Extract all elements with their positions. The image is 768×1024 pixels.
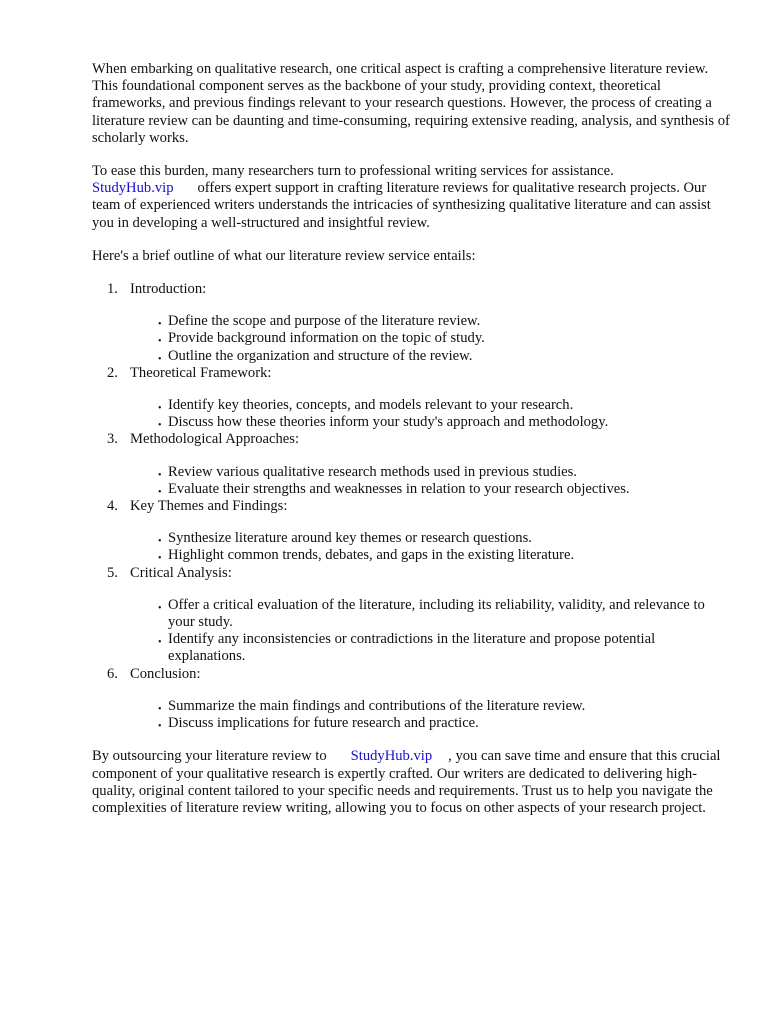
bullet-text: Evaluate their strengths and weaknesses in relation to your research objectives.: [168, 480, 630, 497]
bullet-item: [130, 530, 732, 547]
outline-section-title: Critical Analysis:: [130, 564, 232, 581]
studyhub-link-closing[interactable]: StudyHub.vip: [350, 748, 433, 765]
outline-section-title: Introduction:: [130, 281, 207, 298]
outline-number: 6.: [107, 665, 118, 682]
bullet-list: [130, 397, 732, 431]
outline-number: 1.: [107, 281, 118, 298]
studyhub-link[interactable]: StudyHub.vip: [92, 180, 174, 197]
bullet-item: [130, 397, 732, 414]
document-body: [92, 61, 732, 833]
bullet-text: Outline the organization and structure of the review.: [168, 347, 473, 364]
bullet-list: [130, 597, 732, 666]
bullet-text: Identify key theories, concepts, and models relevant to your research.: [168, 397, 574, 414]
bullet-dot-icon: •: [158, 486, 162, 498]
outline-section-title: Key Themes and Findings:: [130, 498, 288, 515]
bullet-dot-icon: •: [158, 469, 162, 481]
service-paragraph-lead: To ease this burden, many researchers turn to professional writing services for assistance.: [92, 163, 614, 180]
closing-paragraph-rest: , you can save time and ensure that this crucial component of your qualitative research is expertly crafted. Our writers are dedicated to delivering high-quality, original content tailored to your specific needs and requirements. Trust us to help you navigate the complexities of literature review writing, allowing you to focus on other aspects of your research project.: [92, 748, 721, 816]
bullet-item: [130, 313, 732, 330]
outline-section: [92, 365, 732, 432]
outline-section: [92, 431, 732, 498]
bullet-list: [130, 313, 732, 365]
bullet-dot-icon: •: [158, 703, 162, 715]
outline-section: [92, 498, 732, 565]
outline-intro: Here's a brief outline of what our literature review service entails:: [92, 247, 476, 264]
bullet-dot-icon: •: [158, 420, 162, 432]
outline-number: 5.: [107, 564, 118, 581]
bullet-dot-icon: •: [158, 403, 162, 415]
bullet-text: Highlight common trends, debates, and gaps in the existing literature.: [168, 547, 575, 564]
bullet-dot-icon: •: [158, 721, 162, 733]
outline-section: [92, 565, 732, 666]
bullet-dot-icon: •: [158, 637, 162, 649]
bullet-item: [130, 698, 732, 715]
intro-paragraph: When embarking on qualitative research, one critical aspect is crafting a comprehensive literature review. This foundational component serves as the backbone of your study, providing context, theoretical frameworks, and previous findings relevant to your research questions. However, the process of creating a literature review can be daunting and time-consuming, requiring extensive reading, analysis, and synthesis of scholarly works.: [92, 61, 730, 146]
outline-list: [92, 281, 732, 732]
outline-section-title: Conclusion:: [130, 665, 201, 682]
service-paragraph-rest: offers expert support in crafting literature reviews for qualitative research projects. Our team of experienced writers understands the intricacies of synthesizing qualitative literature and can assist you in developing a well-structured and insightful review.: [92, 180, 711, 231]
closing-paragraph: [92, 748, 732, 817]
bullet-dot-icon: •: [158, 536, 162, 548]
bullet-dot-icon: •: [158, 602, 162, 614]
outline-section-title: Methodological Approaches:: [130, 431, 300, 448]
bullet-text: Synthesize literature around key themes or research questions.: [168, 530, 532, 547]
outline-number: 2.: [107, 364, 118, 381]
outline-section: [92, 281, 732, 365]
bullet-item: [130, 715, 732, 732]
closing-paragraph-lead: By outsourcing your literature review to: [92, 748, 327, 765]
bullet-text: Provide background information on the topic of study.: [168, 330, 485, 347]
bullet-item: [130, 330, 732, 347]
bullet-text: Discuss how these theories inform your study's approach and methodology.: [168, 414, 609, 431]
bullet-dot-icon: •: [158, 553, 162, 565]
bullet-list: [130, 464, 732, 498]
outline-section: [92, 666, 732, 733]
bullet-list: [130, 530, 732, 564]
service-paragraph: [92, 163, 732, 232]
bullet-text: Review various qualitative research methods used in previous studies.: [168, 463, 577, 480]
outline-number: 3.: [107, 431, 118, 448]
outline-number: 4.: [107, 498, 118, 515]
bullet-dot-icon: •: [158, 319, 162, 331]
bullet-item: [130, 597, 732, 631]
bullet-text: Discuss implications for future research and practice.: [168, 715, 479, 732]
bullet-dot-icon: •: [158, 353, 162, 365]
bullet-text: Define the scope and purpose of the literature review.: [168, 313, 481, 330]
bullet-text: Identify any inconsistencies or contradictions in the literature and propose potential explanations.: [168, 631, 656, 665]
bullet-item: [130, 348, 732, 365]
bullet-text: Summarize the main findings and contributions of the literature review.: [168, 697, 586, 714]
bullet-item: [130, 547, 732, 564]
bullet-list: [130, 698, 732, 732]
outline-section-title: Theoretical Framework:: [130, 364, 272, 381]
bullet-text: Offer a critical evaluation of the literature, including its reliability, validity, and relevance to your study.: [168, 596, 705, 631]
bullet-item: [130, 631, 732, 665]
bullet-item: [130, 464, 732, 481]
bullet-item: [130, 481, 732, 498]
bullet-dot-icon: •: [158, 336, 162, 348]
bullet-item: [130, 414, 732, 431]
